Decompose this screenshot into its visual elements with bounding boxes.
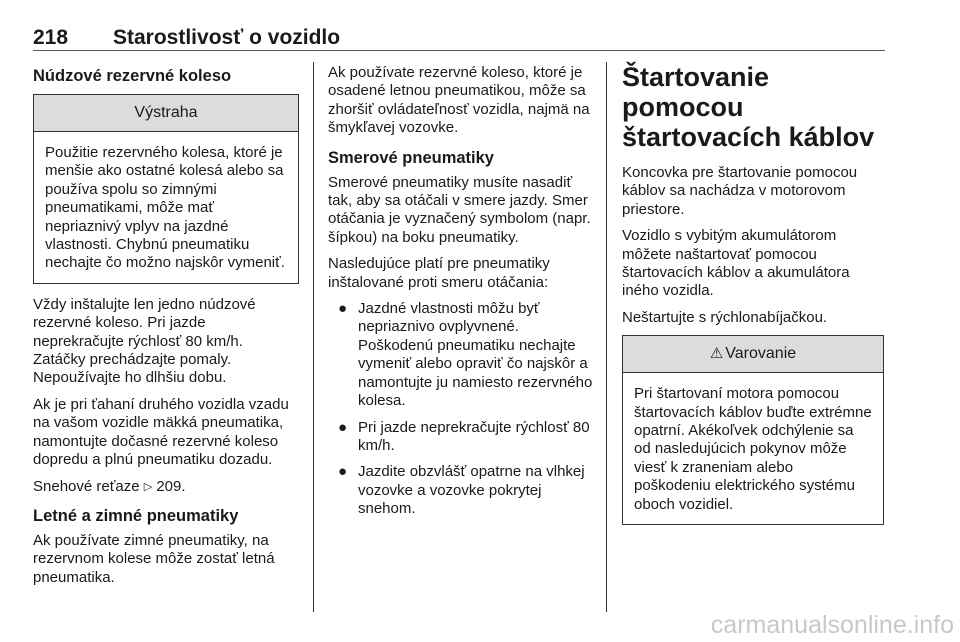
page-reference-icon: ▷ [143,480,153,493]
column-3 [622,62,884,537]
column-divider-2 [606,62,607,612]
subheading-summer-winter: Letné a zimné pneumatiky [33,506,239,525]
watermark: carmanualsonline.info [710,611,954,639]
column-2 [328,64,594,527]
paragraph-against-direction: Nasledujúce platí pre pneumatiky inštalované proti smeru otáčania: [328,255,550,291]
paragraph-spare-usage: Vždy inštalujte len jedno núdzové rezervné koleso. Pri jazde neprekračujte rýchlosť 80 km/h. Zatáčky prechádzajte pomaly. Nepoužívajte ho dlhšiu dobu. [33,295,256,387]
list-item: ● Jazdite obzvlášť opatrne na vlhkej vozovke a vozovke pokrytej snehom. [338,463,585,518]
paragraph-snow-chains [33,478,299,496]
section-heading-spare-wheel: Núdzové rezervné koleso [33,67,232,85]
bullet-icon: ● [338,418,348,436]
paragraph-dead-battery: Vozidlo s vybitým akumulátorom môžete naštartovať pomocou štartovacích káblov a akumulátora iného vozidla. [622,227,850,300]
snow-chains-page-ref: 209. [156,477,186,495]
list-item: ● Pri jazde neprekračujte rýchlosť 80 km/h. [338,418,590,454]
paragraph-summer-spare: Ak používate rezervné koleso, ktoré je osadené letnou pneumatikou, môže sa zhoršiť ovládateľnosť vozidla, najmä na šmykľavej vozovke. [328,64,590,137]
snow-chains-text: Snehové reťaze [33,477,140,495]
list-item: ● Jazdné vlastnosti môžu byť nepriaznivo ovplyvnené. Poškodenú pneumatiku nechajte vymeniť alebo opraviť čo najskôr a namontujte ju namiesto rezervného kolesa. [338,300,593,410]
warning-box [33,94,299,284]
caution-box [622,335,884,525]
warning-triangle-icon: ⚠ [709,345,724,363]
bullet-icon: ● [338,300,348,318]
paragraph-directional: Smerové pneumatiky musíte nasadiť tak, aby sa otáčali v smere jazdy. Smer otáčania je vyznačený symbolom (napr. šípkou) na boku pneumatiky. [328,173,591,246]
section-heading-jump-start: Štartovanie pomocou štartovacích káblov [622,62,875,152]
bullet-list [328,300,594,518]
warning-box-title: Výstraha [34,95,298,132]
column-1 [33,66,299,595]
subheading-directional-tires: Smerové pneumatiky [328,148,494,167]
bullet-icon: ● [338,463,348,481]
chapter-title: Starostlivosť o vozidlo [113,26,341,49]
warning-box-body: Použitie rezervného kolesa, ktoré je menšie ako ostatné kolesá alebo sa používa spolu so zimnými pneumatikami, môže mať nepriaznivý vplyv na jazdné vlastnosti. Chybnú pneumatiku nechajte čo možno najskôr vymeniť. [45,144,285,272]
paragraph-towing: Ak je pri ťahaní druhého vozidla vzadu na vašom vozidle mäkká pneumatika, namontujte dočasné rezervné koleso dopredu a plnú pneumatiku dozadu. [33,395,289,469]
paragraph-no-fast-charger: Neštartujte s rýchlonabíjačkou. [622,308,828,326]
paragraph-winter-tires: Ak používate zimné pneumatiky, na rezervnom kolese môže zostať letná pneumatika. [33,531,275,586]
caution-box-body: Pri štartovaní motora pomocou štartovacích káblov buďte extrémne opatrní. Akékoľvek odchýlenie sa od nasledujúcich pokynov môže viesť k zraneniam alebo poškodeniu elektrického systému oboch vozidiel. [634,385,872,513]
column-divider-1 [313,62,314,612]
caution-box-title: ⚠ Varovanie [623,336,883,373]
paragraph-jump-terminal: Koncovka pre štartovanie pomocou káblov sa nachádza v motorovom priestore. [622,164,858,218]
page-header [33,26,885,51]
page-number: 218 [33,26,69,49]
